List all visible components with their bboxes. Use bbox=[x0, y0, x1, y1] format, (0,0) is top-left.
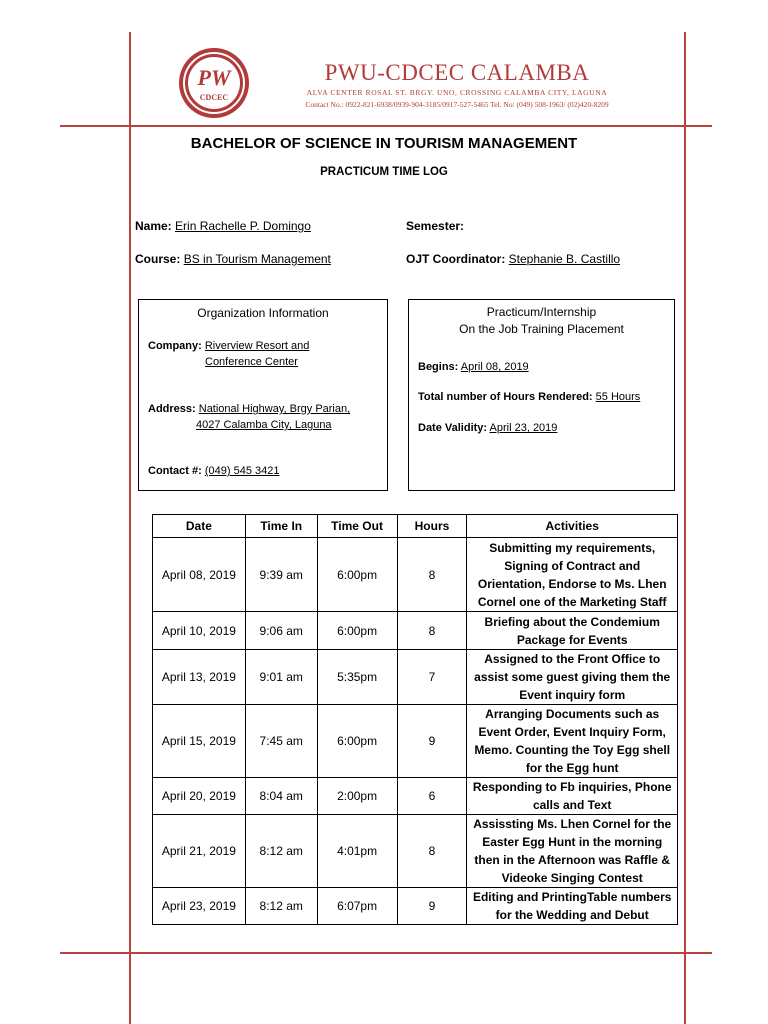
time-out-cell: 4:01pm bbox=[317, 815, 397, 888]
table-row bbox=[153, 815, 678, 888]
hours-cell: 9 bbox=[397, 888, 467, 925]
activity-line: Memo. Counting the Toy Egg shell bbox=[474, 743, 671, 757]
address-label: Address: bbox=[148, 403, 196, 415]
activity-line: Cornel one of the Marketing Staff bbox=[477, 594, 667, 609]
activities-cell bbox=[467, 815, 678, 888]
date-cell: April 08, 2019 bbox=[153, 538, 246, 612]
placement-title-line2: On the Job Training Placement bbox=[459, 322, 624, 336]
hours-cell: 8 bbox=[397, 612, 467, 650]
activity-line: Arranging Documents such as bbox=[485, 707, 660, 721]
placement-title-line1: Practicum/Internship bbox=[486, 305, 597, 319]
semester-field bbox=[406, 219, 464, 233]
activity-line: Event Order, Event Inquiry Form, bbox=[478, 725, 666, 739]
contact-field bbox=[148, 463, 279, 479]
activity-line: Package for Events bbox=[516, 632, 628, 647]
company-label: Company: bbox=[148, 340, 202, 352]
date-cell: April 15, 2019 bbox=[153, 705, 246, 778]
time-out-cell: 6:07pm bbox=[317, 888, 397, 925]
activity-line: Orientation, Endorse to Ms. Lhen bbox=[477, 576, 667, 591]
coordinator-label: OJT Coordinator: bbox=[406, 252, 506, 266]
time-out-cell: 6:00pm bbox=[317, 705, 397, 778]
program-title: BACHELOR OF SCIENCE IN TOURISM MANAGEMENT bbox=[190, 135, 578, 152]
time-out-cell: 6:00pm bbox=[317, 538, 397, 612]
time-in-cell: 8:04 am bbox=[245, 778, 317, 815]
activity-line: for the Wedding and Debut bbox=[495, 908, 649, 922]
validity-field bbox=[418, 420, 557, 436]
activities-cell bbox=[467, 778, 678, 815]
hours-cell: 9 bbox=[397, 705, 467, 778]
course-value: BS in Tourism Management bbox=[183, 252, 331, 266]
activities-cell bbox=[467, 888, 678, 925]
left-margin-rule bbox=[129, 32, 131, 1024]
logo-text: PW bbox=[197, 65, 231, 90]
right-margin-rule bbox=[684, 32, 686, 1024]
activity-line: Easter Egg Hunt in the morning bbox=[482, 835, 663, 849]
time-in-cell: 9:06 am bbox=[245, 612, 317, 650]
activities-cell bbox=[467, 612, 678, 650]
activity-line: assist some guest giving them the bbox=[474, 670, 671, 684]
activity-line: Signing of Contract and bbox=[504, 558, 641, 573]
coordinator-field bbox=[406, 252, 620, 266]
time-in-cell: 9:39 am bbox=[245, 538, 317, 612]
column-header-activities: Activities bbox=[467, 515, 678, 538]
hours-label: Total number of Hours Rendered: bbox=[418, 391, 593, 403]
time-in-cell: 9:01 am bbox=[245, 650, 317, 705]
column-header-hours: Hours bbox=[397, 515, 467, 538]
school-name: PWU-CDCEC CALAMBA bbox=[324, 60, 590, 85]
column-header-date: Date bbox=[153, 515, 246, 538]
address-line2: 4027 Calamba City, Laguna bbox=[196, 419, 332, 431]
coordinator-value: Stephanie B. Castillo bbox=[508, 252, 621, 266]
activity-line: Videoke Singing Contest bbox=[501, 871, 643, 885]
hours-cell: 8 bbox=[397, 815, 467, 888]
name-value: Erin Rachelle P. Domingo bbox=[175, 219, 311, 233]
hours-cell: 6 bbox=[397, 778, 467, 815]
name-field bbox=[135, 219, 311, 233]
table-row bbox=[153, 612, 678, 650]
table-row bbox=[153, 538, 678, 612]
organization-box bbox=[138, 299, 388, 491]
school-contact: Contact No.: 0922-821-6938/0939-904-3185/0917-527-5465 Tel. No: (049) 508-1963/ (02)420-8209 bbox=[305, 100, 609, 109]
logo-subtext: CDCEC bbox=[199, 93, 229, 102]
table-row bbox=[153, 778, 678, 815]
activity-line: Submitting my requirements, bbox=[489, 540, 656, 555]
activity-line: for the Egg hunt bbox=[525, 761, 619, 775]
school-logo-icon bbox=[178, 47, 250, 119]
contact-value: (049) 545 3421 bbox=[204, 465, 280, 477]
table-row bbox=[153, 705, 678, 778]
activity-line: Assissting Ms. Lhen Cornel for the bbox=[473, 817, 672, 831]
hours-cell: 7 bbox=[397, 650, 467, 705]
activity-line: Responding to Fb inquiries, Phone bbox=[472, 780, 672, 794]
date-cell: April 13, 2019 bbox=[153, 650, 246, 705]
time-in-cell: 8:12 am bbox=[245, 815, 317, 888]
contact-label: Contact #: bbox=[148, 465, 202, 477]
company-field bbox=[148, 338, 309, 354]
table-header-row bbox=[153, 515, 678, 538]
activities-cell bbox=[467, 538, 678, 612]
validity-label: Date Validity: bbox=[418, 422, 488, 434]
hours-cell: 8 bbox=[397, 538, 467, 612]
column-header-time-out: Time Out bbox=[317, 515, 397, 538]
activity-line: Event inquiry form bbox=[519, 688, 626, 702]
time-in-cell: 7:45 am bbox=[245, 705, 317, 778]
begins-value: April 08, 2019 bbox=[460, 361, 529, 373]
time-in-cell: 8:12 am bbox=[245, 888, 317, 925]
semester-label: Semester: bbox=[406, 219, 465, 233]
activities-cell bbox=[467, 705, 678, 778]
date-cell: April 23, 2019 bbox=[153, 888, 246, 925]
begins-field bbox=[418, 359, 529, 375]
course-label: Course: bbox=[135, 252, 181, 266]
activity-line: Briefing about the Condemium bbox=[484, 614, 660, 629]
header-rule bbox=[60, 125, 712, 127]
table-row bbox=[153, 650, 678, 705]
activity-line: then in the Afternoon was Raffle & bbox=[474, 853, 670, 867]
address-field bbox=[148, 401, 350, 417]
time-out-cell: 2:00pm bbox=[317, 778, 397, 815]
course-field bbox=[135, 252, 331, 266]
table-row bbox=[153, 888, 678, 925]
activity-line: Editing and PrintingTable numbers bbox=[472, 890, 672, 904]
date-cell: April 20, 2019 bbox=[153, 778, 246, 815]
company-line1: Riverview Resort and bbox=[204, 340, 310, 352]
activities-cell bbox=[467, 650, 678, 705]
organization-title: Organization Information bbox=[197, 306, 329, 320]
time-out-cell: 5:35pm bbox=[317, 650, 397, 705]
activity-line: calls and Text bbox=[532, 798, 612, 812]
hours-value: 55 Hours bbox=[595, 391, 641, 403]
date-cell: April 10, 2019 bbox=[153, 612, 246, 650]
column-header-time-in: Time In bbox=[245, 515, 317, 538]
placement-box bbox=[408, 299, 675, 491]
log-title: PRACTICUM TIME LOG bbox=[320, 166, 448, 178]
time-log-table bbox=[152, 514, 678, 925]
name-label: Name: bbox=[135, 219, 172, 233]
hours-field bbox=[418, 389, 640, 405]
time-out-cell: 6:00pm bbox=[317, 612, 397, 650]
activity-line: Assigned to the Front Office to bbox=[484, 652, 661, 666]
footer-rule bbox=[60, 952, 712, 954]
address-line1: National Highway, Brgy Parian, bbox=[198, 403, 351, 415]
begins-label: Begins: bbox=[418, 361, 459, 373]
school-address: ALVA CENTER ROSAL ST. BRGY. UNO, CROSSING CALAMBA CITY, LAGUNA bbox=[306, 88, 608, 97]
validity-value: April 23, 2019 bbox=[489, 422, 558, 434]
date-cell: April 21, 2019 bbox=[153, 815, 246, 888]
company-line2: Conference Center bbox=[205, 356, 298, 368]
